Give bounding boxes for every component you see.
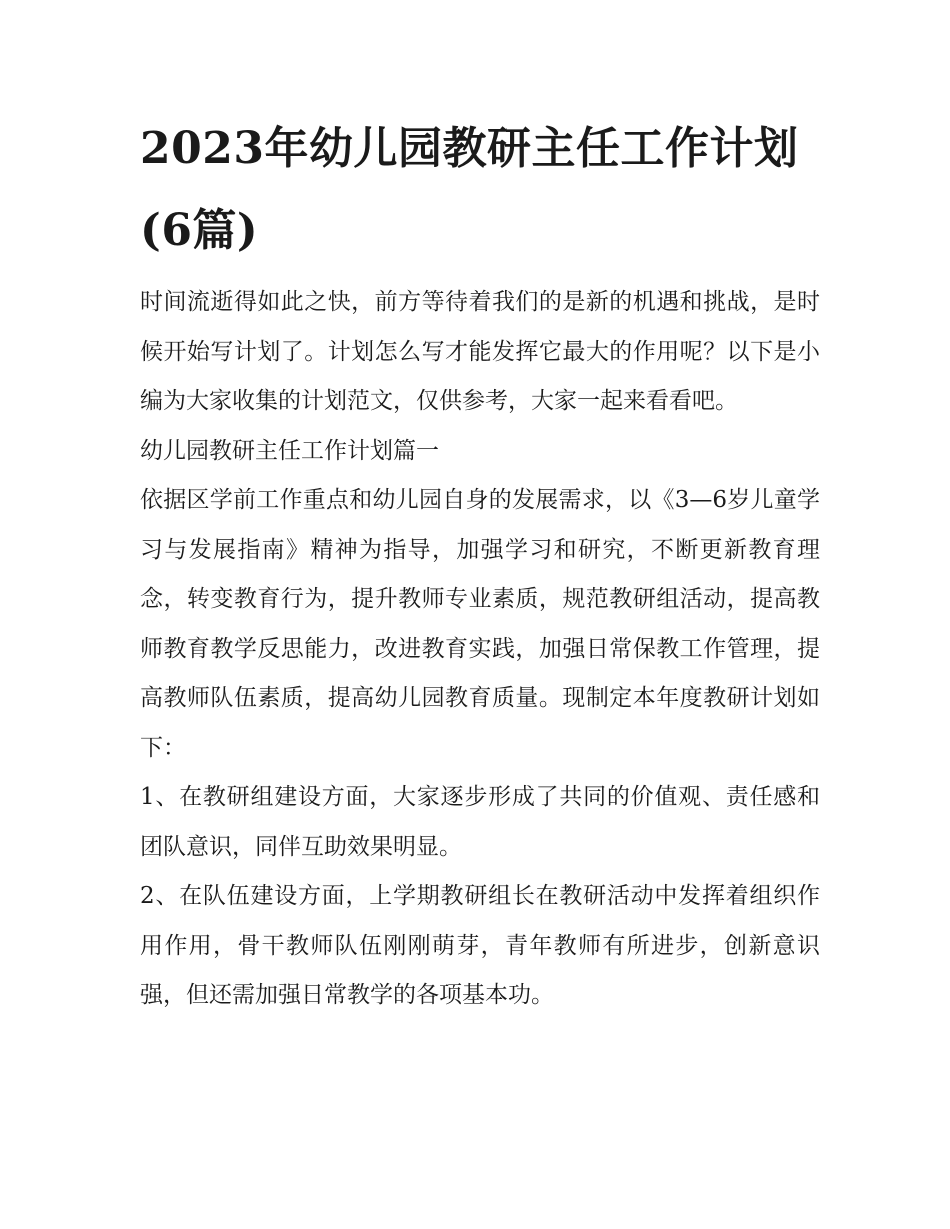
body-paragraph-2: 1、在教研组建设方面，大家逐步形成了共同的价值观、责任感和团队意识，同伴互助效果明显。: [140, 784, 820, 860]
document-title: 2023年幼儿园教研主任工作计划(6篇): [140, 123, 799, 256]
body-paragraph-3: 2、在队伍建设方面，上学期教研组长在教研活动中发挥着组织作用作用，骨干教师队伍刚刚萌芽，青年教师有所进步，创新意识强，但还需加强日常教学的各项基本功。: [140, 883, 820, 1008]
section-heading: 幼儿园教研主任工作计划篇一: [140, 437, 439, 464]
body-paragraph-1: 依据区学前工作重点和幼儿园自身的发展需求，以《3—6岁儿童学习与发展指南》精神为指导，加强学习和研究，不断更新教育理念，转变教育行为，提升教师专业素质，规范教研组活动，提高教师教育教学反思能力，改进教育实践，加强日常保教工作管理，提高教师队伍素质，提高幼儿园教育质量。现制定本年度教研计划如下：: [140, 487, 820, 761]
document-page: [140, 108, 820, 1021]
intro-paragraph: 时间流逝得如此之快，前方等待着我们的是新的机遇和挑战，是时候开始写计划了。计划怎么写才能发挥它最大的作用呢？以下是小编为大家收集的计划范文，仅供参考，大家一起来看看吧。: [140, 289, 820, 414]
